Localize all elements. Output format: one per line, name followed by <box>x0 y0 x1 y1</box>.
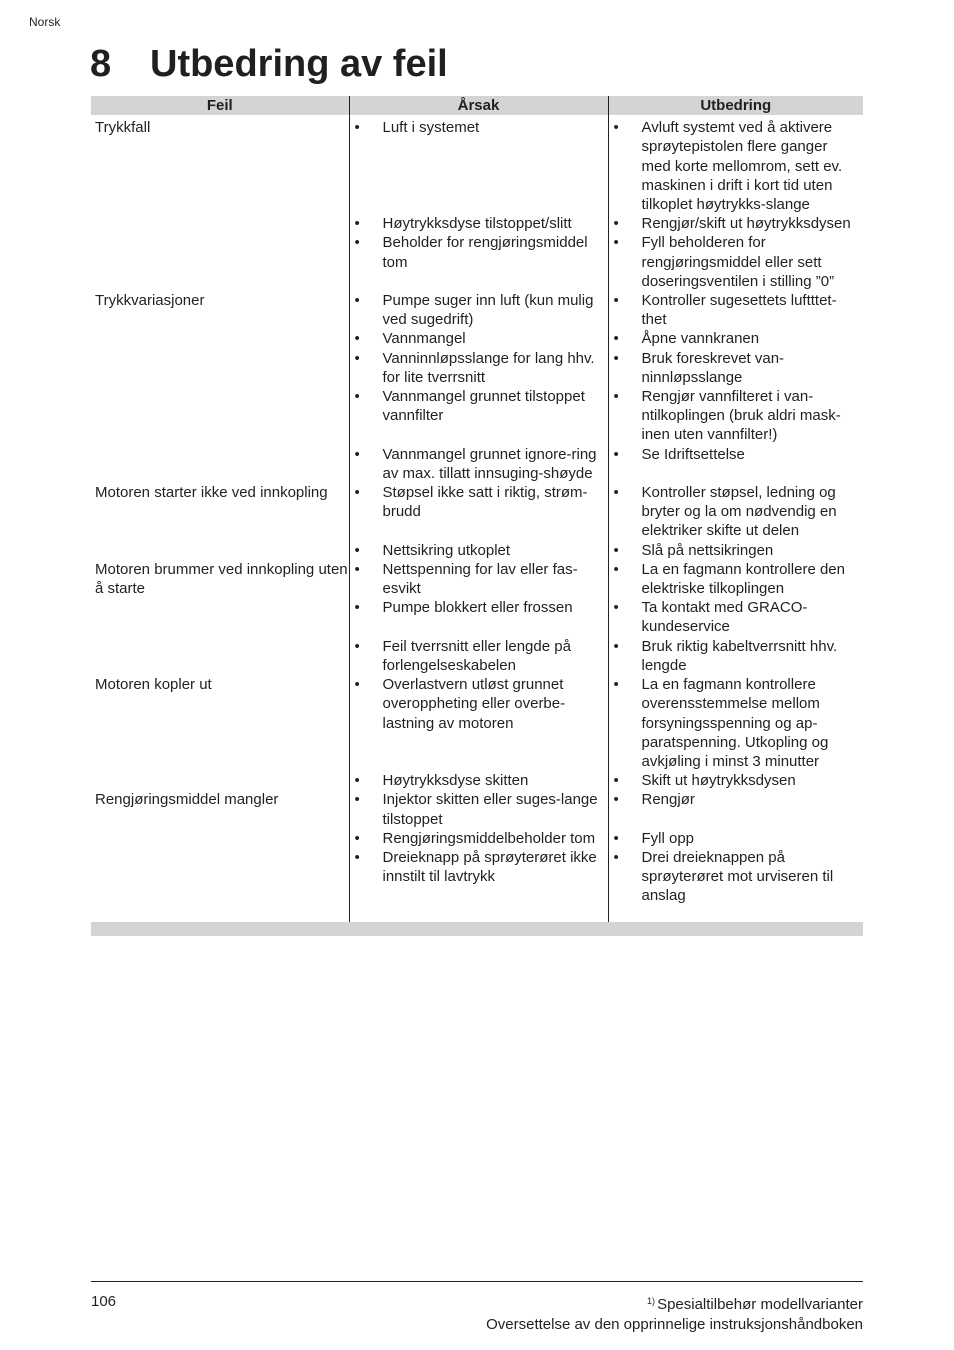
bullet-icon: • <box>613 445 619 463</box>
cause-item <box>350 848 608 886</box>
remedy-text: Rengjør/skift ut høytrykksdysen <box>641 215 851 233</box>
remedy-item <box>609 598 864 636</box>
remedy-cell <box>608 483 863 541</box>
fault-cell <box>91 829 349 848</box>
remedy-item <box>609 214 864 233</box>
table-row <box>91 675 863 771</box>
cause-item <box>350 598 608 617</box>
fault-cell <box>91 214 349 233</box>
bullet-icon: • <box>613 119 619 137</box>
fault-cell <box>91 637 349 675</box>
bullet-icon: • <box>613 215 619 233</box>
fault-cell <box>91 329 349 348</box>
fault-text: Motoren starter ikke ved innkopling <box>95 484 328 502</box>
remedy-item <box>609 771 864 790</box>
table-body <box>91 115 863 935</box>
cause-item <box>350 483 608 521</box>
cause-cell <box>349 445 608 483</box>
table-row <box>91 115 863 214</box>
bullet-icon: • <box>354 791 360 809</box>
cause-item <box>350 387 608 425</box>
bullet-icon: • <box>354 445 360 463</box>
fault-cell <box>91 445 349 483</box>
bullet-icon: • <box>613 772 619 790</box>
bullet-icon: • <box>613 676 619 694</box>
fault-text: Trykkfall <box>95 119 151 137</box>
table-row <box>91 637 863 675</box>
remedy-text: Fyll beholderen for rengjøringsmiddel eller sett doseringsventilen i stilling ”0” <box>641 234 835 290</box>
bullet-icon: • <box>613 292 619 310</box>
cause-text: Pumpe suger inn luft (kun mulig ved sugedrift) <box>382 292 594 329</box>
fault-text: Motoren brummer ved innkopling uten å starte <box>95 560 348 598</box>
remedy-text: Åpne vannkranen <box>641 330 760 348</box>
cause-text: Høytrykksdyse tilstoppet/slitt <box>382 215 572 233</box>
cause-cell <box>349 637 608 675</box>
remedy-item <box>609 560 864 598</box>
cause-text: Feil tverrsnitt eller lengde på forlengelseskabelen <box>382 637 571 674</box>
remedy-item <box>609 387 864 445</box>
cause-cell <box>349 675 608 771</box>
remedy-text: Kontroller sugesettets luftttet-thet <box>641 292 837 329</box>
bullet-icon: • <box>613 791 619 809</box>
cause-cell <box>349 387 608 445</box>
cause-text: Luft i systemet <box>382 119 480 137</box>
bullet-icon: • <box>613 637 619 655</box>
remedy-cell <box>608 233 863 291</box>
cause-text: Overlastvern utløst grunnet overoppheting eller overbe-lastning av motoren <box>382 676 566 732</box>
remedy-text: Rengjør <box>641 791 695 809</box>
bullet-icon: • <box>613 234 619 252</box>
fault-cell <box>91 675 349 771</box>
cause-cell <box>349 771 608 790</box>
fault-cell <box>91 848 349 906</box>
cause-text: Vanninnløpsslange for lang hhv. for lite tverrsnitt <box>382 349 595 386</box>
cause-text: Vannmangel grunnet tilstoppet vannfilter <box>382 388 585 425</box>
cause-text: Dreieknapp på sprøyterøret ikke innstilt til lavtrykk <box>382 848 597 886</box>
remedy-cell <box>608 291 863 329</box>
table-row <box>91 445 863 483</box>
remedy-cell <box>608 560 863 598</box>
table-row <box>91 560 863 598</box>
remedy-item <box>609 829 864 848</box>
remedy-text: Avluft systemt ved å aktivere sprøytepistolen flere ganger med korte mellomrom, sett ev. maskinen i drift i kort tid uten tilkoplet høytrykks-slange <box>641 119 843 214</box>
bullet-icon: • <box>613 829 619 847</box>
cause-cell <box>349 829 608 848</box>
language-label: Norsk <box>29 15 61 29</box>
remedy-text: La en fagmann kontrollere overensstemmelse mellom forsyningsspenning og ap-paratspenning. Utkopling og avkjøling i minst 3 minutter <box>641 676 829 770</box>
table-spacer-row <box>91 906 863 922</box>
cause-item <box>350 214 608 233</box>
bullet-icon: • <box>354 119 360 137</box>
bullet-icon: • <box>613 541 619 559</box>
bullet-icon: • <box>613 349 619 367</box>
header-fault: Feil <box>91 96 349 115</box>
cause-item <box>350 329 608 348</box>
cause-cell <box>349 115 608 214</box>
footer-divider <box>91 1281 863 1282</box>
footnote-text: Spesialtilbehør modellvarianter <box>657 1296 863 1313</box>
remedy-item <box>609 483 864 541</box>
table-row <box>91 233 863 291</box>
table-bottom-bar <box>91 922 863 936</box>
remedy-text: Slå på nettsikringen <box>641 541 774 559</box>
table-row <box>91 848 863 906</box>
remedy-item <box>609 118 864 214</box>
bullet-icon: • <box>613 484 619 502</box>
table-row <box>91 483 863 541</box>
remedy-item <box>609 349 864 387</box>
remedy-cell <box>608 214 863 233</box>
remedy-cell <box>608 115 863 214</box>
bullet-icon: • <box>354 234 360 252</box>
table-row <box>91 349 863 387</box>
cause-item <box>350 541 608 560</box>
table-row <box>91 771 863 790</box>
table-row <box>91 291 863 329</box>
page-number: 106 <box>91 1293 117 1310</box>
bullet-icon: • <box>354 599 360 617</box>
cause-item <box>350 771 608 790</box>
cause-item <box>350 637 608 675</box>
remedy-cell <box>608 541 863 560</box>
bullet-icon: • <box>354 637 360 655</box>
cause-item <box>350 675 608 733</box>
footnote <box>486 1292 863 1315</box>
bullet-icon: • <box>613 848 619 866</box>
table-row <box>91 214 863 233</box>
footer-notes <box>486 1292 863 1334</box>
cause-text: Vannmangel <box>382 330 466 348</box>
remedy-text: Bruk foreskrevet van-ninnløpsslange <box>641 349 785 386</box>
cause-item <box>350 560 608 598</box>
remedy-cell <box>608 829 863 848</box>
cause-cell <box>349 329 608 348</box>
header-remedy: Utbedring <box>608 96 863 115</box>
fault-cell <box>91 233 349 291</box>
bullet-icon: • <box>354 541 360 559</box>
cause-text: Nettspenning for lav eller fas-esvikt <box>382 560 578 598</box>
header-cause: Årsak <box>349 96 608 115</box>
cause-cell <box>349 349 608 387</box>
remedy-item <box>609 637 864 675</box>
table-row <box>91 541 863 560</box>
cause-text: Vannmangel grunnet ignore-ring av max. tillatt innsuging-shøyde <box>382 445 597 482</box>
remedy-text: Drei dreieknappen på sprøyterøret mot urviseren til anslag <box>641 848 834 905</box>
remedy-item <box>609 291 864 329</box>
remedy-item <box>609 329 864 348</box>
bullet-icon: • <box>354 215 360 233</box>
table-row <box>91 329 863 348</box>
remedy-cell <box>608 329 863 348</box>
cause-text: Injektor skitten eller suges-lange tilstoppet <box>382 791 598 828</box>
remedy-cell <box>608 848 863 906</box>
cause-text: Nettsikring utkoplet <box>382 541 511 559</box>
remedy-cell <box>608 445 863 483</box>
bullet-icon: • <box>613 560 619 578</box>
bullet-icon: • <box>354 388 360 406</box>
cause-cell <box>349 598 608 636</box>
chapter-title <box>90 40 448 88</box>
cause-text: Støpsel ikke satt i riktig, strøm-brudd <box>382 484 588 521</box>
bullet-icon: • <box>354 829 360 847</box>
fault-cell <box>91 291 349 329</box>
cause-text: Høytrykksdyse skitten <box>382 772 529 790</box>
cause-item <box>350 349 608 387</box>
table-row <box>91 790 863 828</box>
remedy-item <box>609 445 864 464</box>
cause-cell <box>349 214 608 233</box>
bullet-icon: • <box>613 599 619 617</box>
remedy-cell <box>608 771 863 790</box>
fault-cell <box>91 541 349 560</box>
fault-cell <box>91 387 349 445</box>
cause-cell <box>349 848 608 906</box>
bullet-icon: • <box>613 388 619 406</box>
fault-text: Rengjøringsmiddel mangler <box>95 791 279 809</box>
cause-text: Pumpe blokkert eller frossen <box>382 599 573 617</box>
cause-cell <box>349 541 608 560</box>
troubleshooting-table <box>91 96 863 936</box>
remedy-item <box>609 541 864 560</box>
bullet-icon: • <box>354 560 360 578</box>
translation-note: Oversettelse av den opprinnelige instruksjonshåndboken <box>486 1315 863 1333</box>
cause-cell <box>349 233 608 291</box>
cause-cell <box>349 291 608 329</box>
chapter-number: 8 <box>90 43 112 85</box>
fault-cell <box>91 560 349 598</box>
remedy-item <box>609 790 864 809</box>
remedy-text: Kontroller støpsel, ledning og bryter og la om nødvendig en elektriker skifte ut delen <box>641 484 837 540</box>
remedy-item <box>609 675 864 771</box>
cause-text: Rengjøringsmiddelbeholder tom <box>382 829 596 847</box>
fault-cell <box>91 115 349 214</box>
remedy-text: Skift ut høytrykksdysen <box>641 772 796 790</box>
remedy-text: Se Idriftsettelse <box>641 445 745 463</box>
cause-cell <box>349 560 608 598</box>
bullet-icon: • <box>354 484 360 502</box>
fault-cell <box>91 598 349 636</box>
remedy-text: Ta kontakt med GRACO-kundeservice <box>641 599 808 636</box>
remedy-text: Bruk riktig kabeltverrsnitt hhv. lengde <box>641 637 838 674</box>
remedy-item <box>609 233 864 291</box>
cause-item <box>350 233 608 271</box>
cause-item <box>350 445 608 483</box>
footnote-marker: 1) <box>647 1296 656 1306</box>
cause-cell <box>349 790 608 828</box>
table-row <box>91 829 863 848</box>
table-row <box>91 387 863 445</box>
remedy-text: Rengjør vannfilteret i van-ntilkoplingen (bruk aldri mask-inen uten vannfilter!) <box>641 388 841 444</box>
remedy-text: Fyll opp <box>641 829 695 847</box>
bullet-icon: • <box>354 292 360 310</box>
table-header-row <box>91 96 863 115</box>
cause-text: Beholder for rengjøringsmiddel tom <box>382 234 588 271</box>
bullet-icon: • <box>354 772 360 790</box>
remedy-item <box>609 848 864 906</box>
bullet-icon: • <box>613 330 619 348</box>
bullet-icon: • <box>354 330 360 348</box>
chapter-title-text: Utbedring av feil <box>150 43 448 85</box>
remedy-cell <box>608 637 863 675</box>
cause-item <box>350 291 608 329</box>
remedy-cell <box>608 675 863 771</box>
remedy-cell <box>608 387 863 445</box>
cause-item <box>350 829 608 848</box>
fault-cell <box>91 349 349 387</box>
fault-cell <box>91 483 349 541</box>
fault-cell <box>91 771 349 790</box>
bullet-icon: • <box>354 349 360 367</box>
cause-item <box>350 118 608 137</box>
fault-text: Trykkvariasjoner <box>95 292 205 310</box>
remedy-text: La en fagmann kontrollere den elektriske tilkoplingen <box>641 560 845 598</box>
remedy-cell <box>608 790 863 828</box>
cause-item <box>350 790 608 828</box>
bullet-icon: • <box>354 676 360 694</box>
bullet-icon: • <box>354 848 360 866</box>
table-row <box>91 598 863 636</box>
remedy-cell <box>608 598 863 636</box>
fault-text: Motoren kopler ut <box>95 676 212 694</box>
fault-cell <box>91 790 349 828</box>
cause-cell <box>349 483 608 541</box>
remedy-cell <box>608 349 863 387</box>
